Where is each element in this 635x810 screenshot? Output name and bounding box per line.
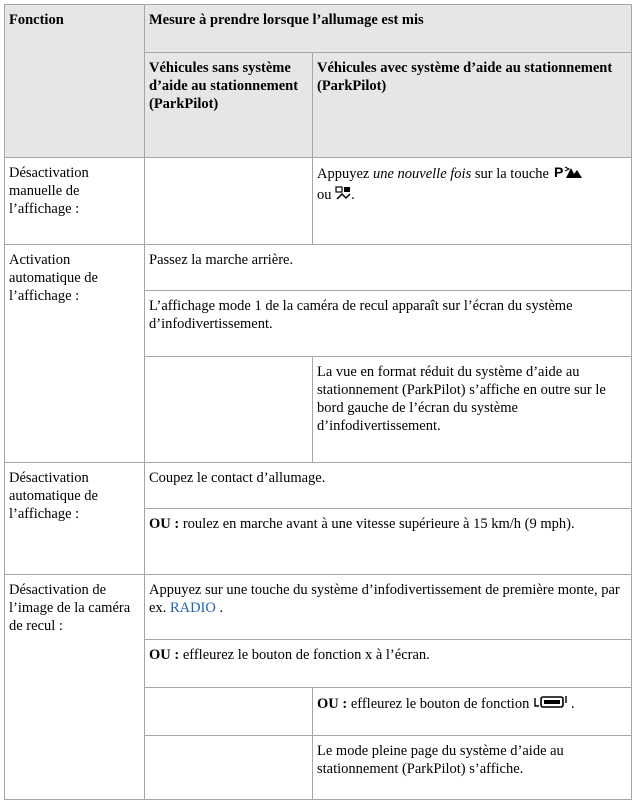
function-camera-off: Désactivation de l’image de la caméra de recul : [5,575,145,800]
auto-on-step-display: L’affichage mode 1 de la caméra de recul apparaît sur l’écran du système d’infodivertissement. [145,291,632,357]
instruction-table [4,4,632,800]
camera-off-step-function: OU : effleurez le bouton de fonction . [313,688,632,736]
auto-on-step-parkpilot-view: La vue en format réduit du système d’aide au stationnement (ParkPilot) s’affiche en outre sur le bord gauche de l’écran du système d’infodivertissement. [313,357,632,463]
function-auto-off: Désactivation automatique de l’affichage : [5,463,145,575]
parkpilot-button-icon [553,164,583,185]
camera-off-step-x: OU : effleurez le bouton de fonction x à l’écran. [145,640,632,688]
empty-cell [145,688,313,736]
header-measure: Mesure à prendre lorsque l’allumage est mis [145,5,632,53]
camera-off-step-fullpage: Le mode pleine page du système d’aide au stationnement (ParkPilot) s’affiche. [313,736,632,800]
function-manual-off: Désactivation manuelle de l’affichage : [5,158,145,245]
manual-off-with-parkpilot: Appuyez une nouvelle fois sur la touche P ou . [313,158,632,245]
header-without-parkpilot: Véhicules sans système d’aide au stationnement (ParkPilot) [145,53,313,158]
empty-cell [145,158,313,245]
svg-text:P: P [553,164,563,180]
empty-cell [145,357,313,463]
auto-off-step-ignition: Coupez le contact d’allumage. [145,463,632,509]
function-auto-on: Activation automatique de l’affichage : [5,245,145,463]
header-function: Fonction [5,5,145,158]
camera-function-icon [533,694,571,715]
header-with-parkpilot: Véhicules avec système d’aide au stationnement (ParkPilot) [313,53,632,158]
radio-button-label: RADIO [169,600,216,616]
auto-off-step-speed: OU : roulez en marche avant à une vitesse supérieure à 15 km/h (9 mph). [145,509,632,575]
parkpilot-alt-icon [335,185,351,206]
auto-on-step-reverse: Passez la marche arrière. [145,245,632,291]
empty-cell [145,736,313,800]
camera-off-step-button: Appuyez sur une touche du système d’infodivertissement de première monte, par ex. RADIO . [145,575,632,640]
